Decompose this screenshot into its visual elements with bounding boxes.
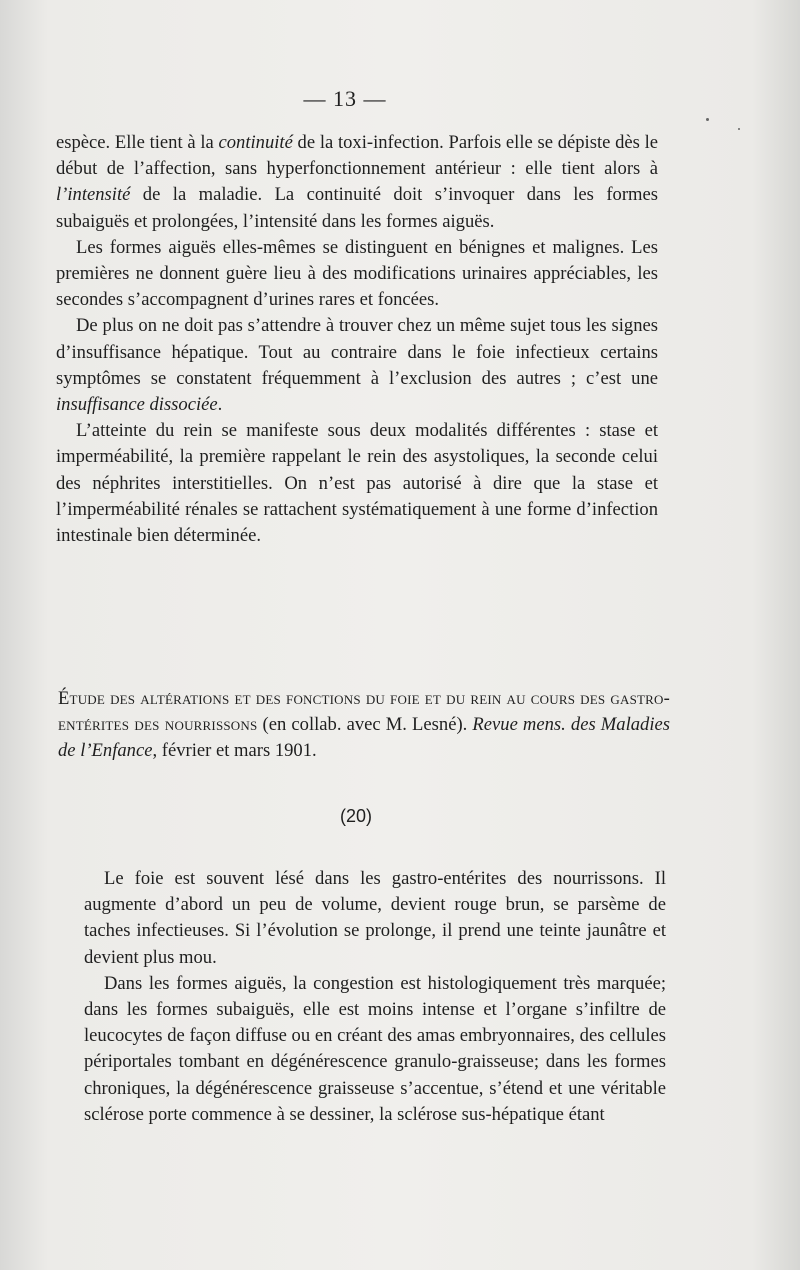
paragraph-3-part-1: De plus on ne doit pas s’attendre à trouver chez un même sujet tous les signes d’insuffisance hépatique. Tout au contraire dans le foie infectieux certains symptômes se constatent fréquemment à l’exclusion des autres ; c’est une (56, 315, 658, 389)
entry-title: Étude des altérations et des fonctions du foie et du rein au cours des gastro-entérites des nourrissons (58, 688, 670, 736)
paragraph-3-italic: insuffisance dissociée (56, 394, 218, 416)
paragraph-6: Dans les formes aiguës, la congestion est histologiquement très marquée; dans les formes subaiguës, elle est moins intense et l’organe s’infiltre de leucocytes de façon diffuse ou en créant des amas embryonnaires, des cellules périportales tombant en dégénérescence granulo-graisseuse; dans les formes chroniques, la dégénérescence graisseuse s’accentue, s’étend et une véritable sclérose porte commence à se dessiner, la sclérose sus-hépatique étant (84, 972, 666, 1125)
paragraph-4: L’atteinte du rein se manifeste sous deux modalités différentes : stase et imperméabilité, la première rappelant le rein des asystoliques, la seconde celui des néphrites interstitielles. On n’est pas autorisé à dire que la stase et l’imperméabilité rénales se rattachent systématiquement à une forme d’infection intestinale bien déterminée. (56, 420, 658, 547)
paper-speck (738, 128, 740, 130)
paragraph-1-italic-1: continuité (218, 132, 293, 153)
entry-collab: (en collab. avec M. Lesné). (257, 714, 473, 736)
paragraph-1-part-1: espèce. Elle tient à la (56, 132, 219, 153)
paragraph-1 (56, 130, 658, 235)
paragraph-3-part-2: . (217, 394, 223, 416)
page-number: — 13 — (303, 86, 387, 111)
entry-number: (20) (340, 806, 373, 826)
section-2-text (84, 866, 666, 1128)
paragraph-2: Les formes aiguës elles-mêmes se distinguent en bénignes et malignes. Les premières ne donnent guère lieu à des modifications urinaires appréciables, les secondes s’accompagnent d’urines rares et foncées. (56, 236, 658, 311)
entry-journal: Revue mens. des Maladies de l’Enfance (58, 714, 671, 762)
bibliography-entry (58, 686, 670, 765)
paper-speck (706, 118, 709, 121)
paragraph-1-italic-2: l’intensité (56, 184, 131, 206)
section-1-text (56, 130, 658, 549)
entry-date: , février et mars 1901. (152, 740, 317, 762)
paragraph-5: Le foie est souvent lésé dans les gastro-entérites des nourrissons. Il augmente d’abord un peu de volume, devient rouge brun, se parsème de taches infectieuses. Si l’évolution se prolonge, il prend une teinte jaunâtre et devient plus mou. (84, 868, 666, 968)
paragraph-1-part-2: de la toxi-infection. Parfois elle se dépiste dès le début de l’affection, sans hyperfonctionnement antérieur : elle tient alors à (56, 132, 659, 180)
paragraph-1-part-3: de la maladie. La continuité doit s’invoquer dans les formes subaiguës et prolongées, l’intensité dans les formes aiguës. (56, 184, 658, 232)
paragraph-3 (56, 313, 658, 418)
